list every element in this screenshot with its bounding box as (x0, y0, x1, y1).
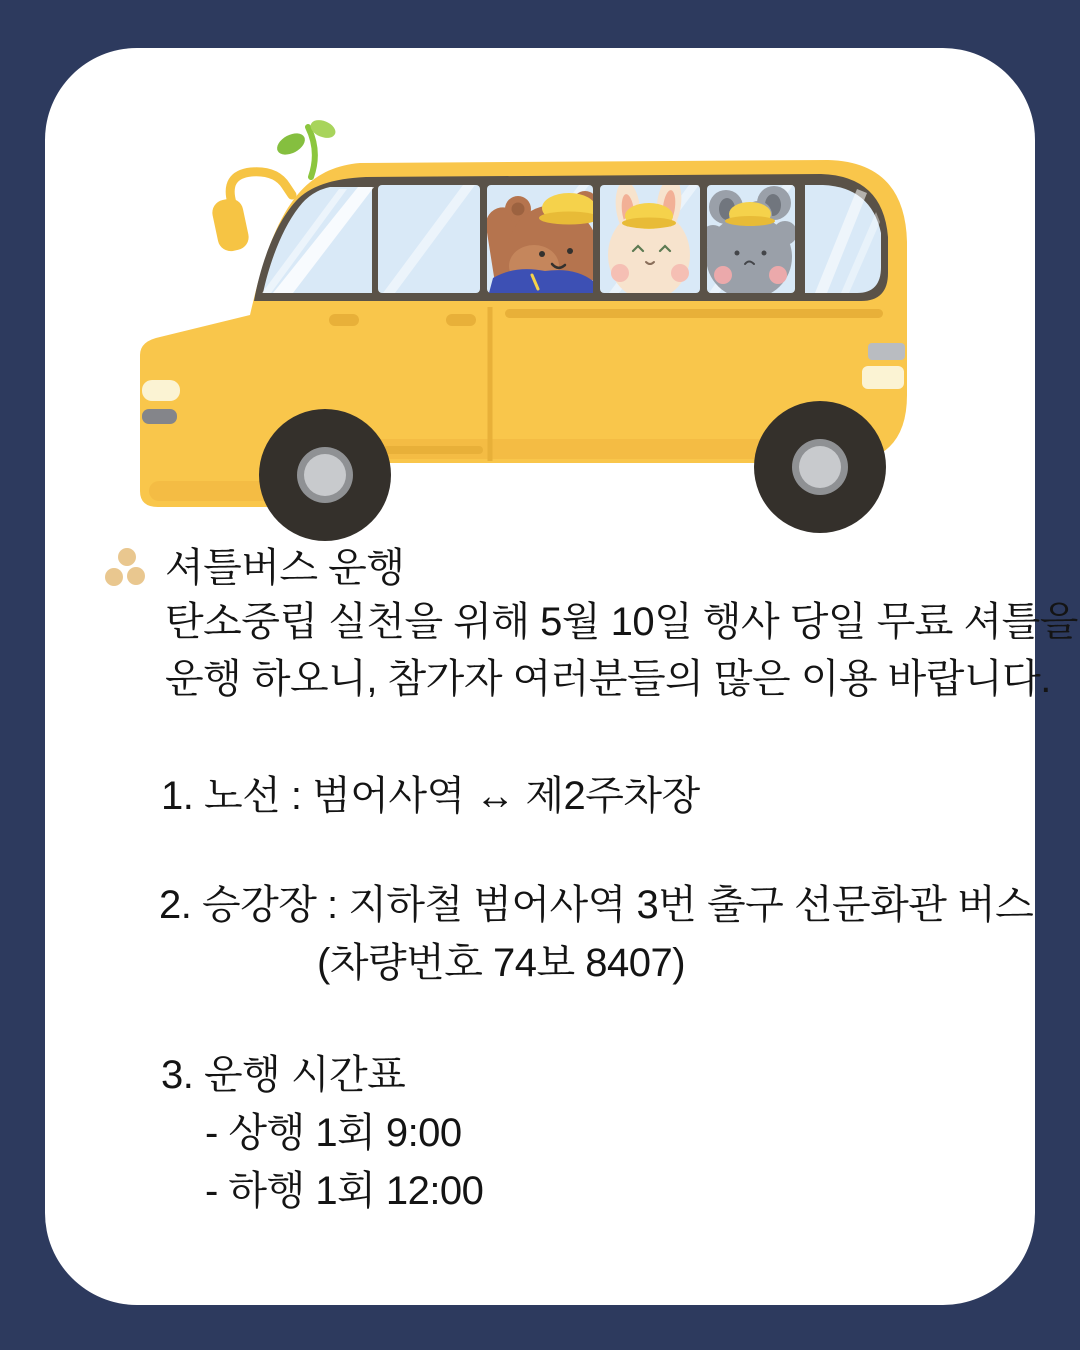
bear-passenger (483, 191, 599, 305)
front-door-crease (383, 446, 483, 454)
window-pane-2 (378, 185, 480, 293)
list-item-timetable: 3. 운행 시간표 (161, 1053, 406, 1097)
door-handle-rear (446, 314, 476, 326)
front-bumper (142, 409, 177, 424)
notice-card (45, 48, 1078, 1305)
front-wheel (259, 409, 391, 541)
sprout-icon (274, 117, 339, 177)
list-item-route: 1. 노선 : 범어사역 ↔ 제2주차장 (161, 774, 700, 818)
window-pane-rabbit (600, 176, 700, 300)
rear-wheel (754, 401, 886, 533)
shuttle-bus-illustration (133, 115, 913, 565)
rear-reflector (868, 343, 905, 360)
side-crease (505, 309, 883, 318)
headlight (142, 380, 180, 401)
list-item-stop-sub: (차량번호 74보 8407) (317, 941, 686, 985)
window-pane-bear (483, 185, 599, 305)
window-pane-sheep (701, 185, 797, 299)
section-title: 셔틀버스 운행 (165, 546, 405, 590)
list-item-stop: 2. 승강장 : 지하철 범어사역 3번 출구 선문화관 버스 (159, 883, 1034, 927)
door-handle-front (329, 314, 359, 326)
intro-line-1: 탄소중립 실천을 위해 5월 10일 행사 당일 무료 셔틀을 (165, 600, 1078, 644)
timetable-down: - 하행 1회 12:00 (205, 1169, 484, 1213)
timetable-up: - 상행 1회 9:00 (205, 1111, 462, 1155)
three-dots-bullet-icon (103, 546, 151, 594)
shuttle-bus-svg (133, 115, 913, 565)
sheep-passenger (701, 186, 797, 299)
intro-line-2: 운행 하오니, 참가자 여러분들의 많은 이용 바랍니다. (165, 657, 1051, 701)
rear-light (862, 366, 904, 389)
